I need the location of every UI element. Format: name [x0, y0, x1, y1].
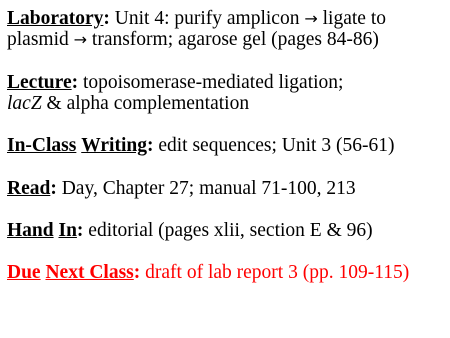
laboratory-entry: Laboratory: Unit 4: purify amplicon → ligate to plasmid → transform; agarose gel (pages 84-86)	[7, 8, 386, 51]
read-text: Day, Chapter 27; manual 71-100, 213	[61, 177, 356, 199]
lecture-label: Lecture	[7, 71, 72, 93]
read-entry: Read: Day, Chapter 27; manual 71-100, 213	[7, 177, 356, 199]
read-label: Read	[7, 177, 51, 199]
hand-label: Hand	[7, 219, 54, 241]
in-label: In	[58, 219, 77, 241]
laboratory-text-a: Unit 4: purify amplicon	[114, 8, 300, 29]
lecture-entry: Lecture: topoisomerase-mediated ligation; lacZ & alpha complementation	[7, 71, 344, 114]
laboratory-text-d: transform; agarose gel (pages 84-86)	[91, 29, 379, 51]
in-class-writing-entry: In-Class Writing: edit sequences; Unit 3 (56-61)	[7, 135, 395, 157]
laboratory-label: Laboratory	[7, 8, 104, 29]
laboratory-text-c: plasmid	[7, 29, 69, 51]
due-label: Due	[7, 262, 41, 284]
hand-in-entry: Hand In: editorial (pages xlii, section E & 96)	[7, 219, 373, 241]
right-arrow-icon: →	[304, 9, 318, 28]
lecture-text-line1: topoisomerase-mediated ligation;	[83, 71, 344, 93]
hand-in-text: editorial (pages xlii, section E & 96)	[88, 219, 373, 241]
slide-content	[7, 8, 445, 284]
due-entry: Due Next Class: draft of lab report 3 (pp. 109-115)	[7, 262, 410, 284]
lacz-gene-name: lacZ	[7, 92, 42, 114]
right-arrow-icon: →	[73, 30, 88, 50]
laboratory-text-b: ligate to	[322, 8, 386, 29]
in-class-label: In-Class	[7, 135, 77, 157]
in-class-writing-text: edit sequences; Unit 3 (56-61)	[158, 135, 395, 157]
writing-label: Writing	[81, 135, 147, 157]
next-class-label: Next Class	[45, 262, 134, 284]
lecture-text-line2: & alpha complementation	[46, 92, 250, 114]
due-text: draft of lab report 3 (pp. 109-115)	[145, 262, 410, 284]
